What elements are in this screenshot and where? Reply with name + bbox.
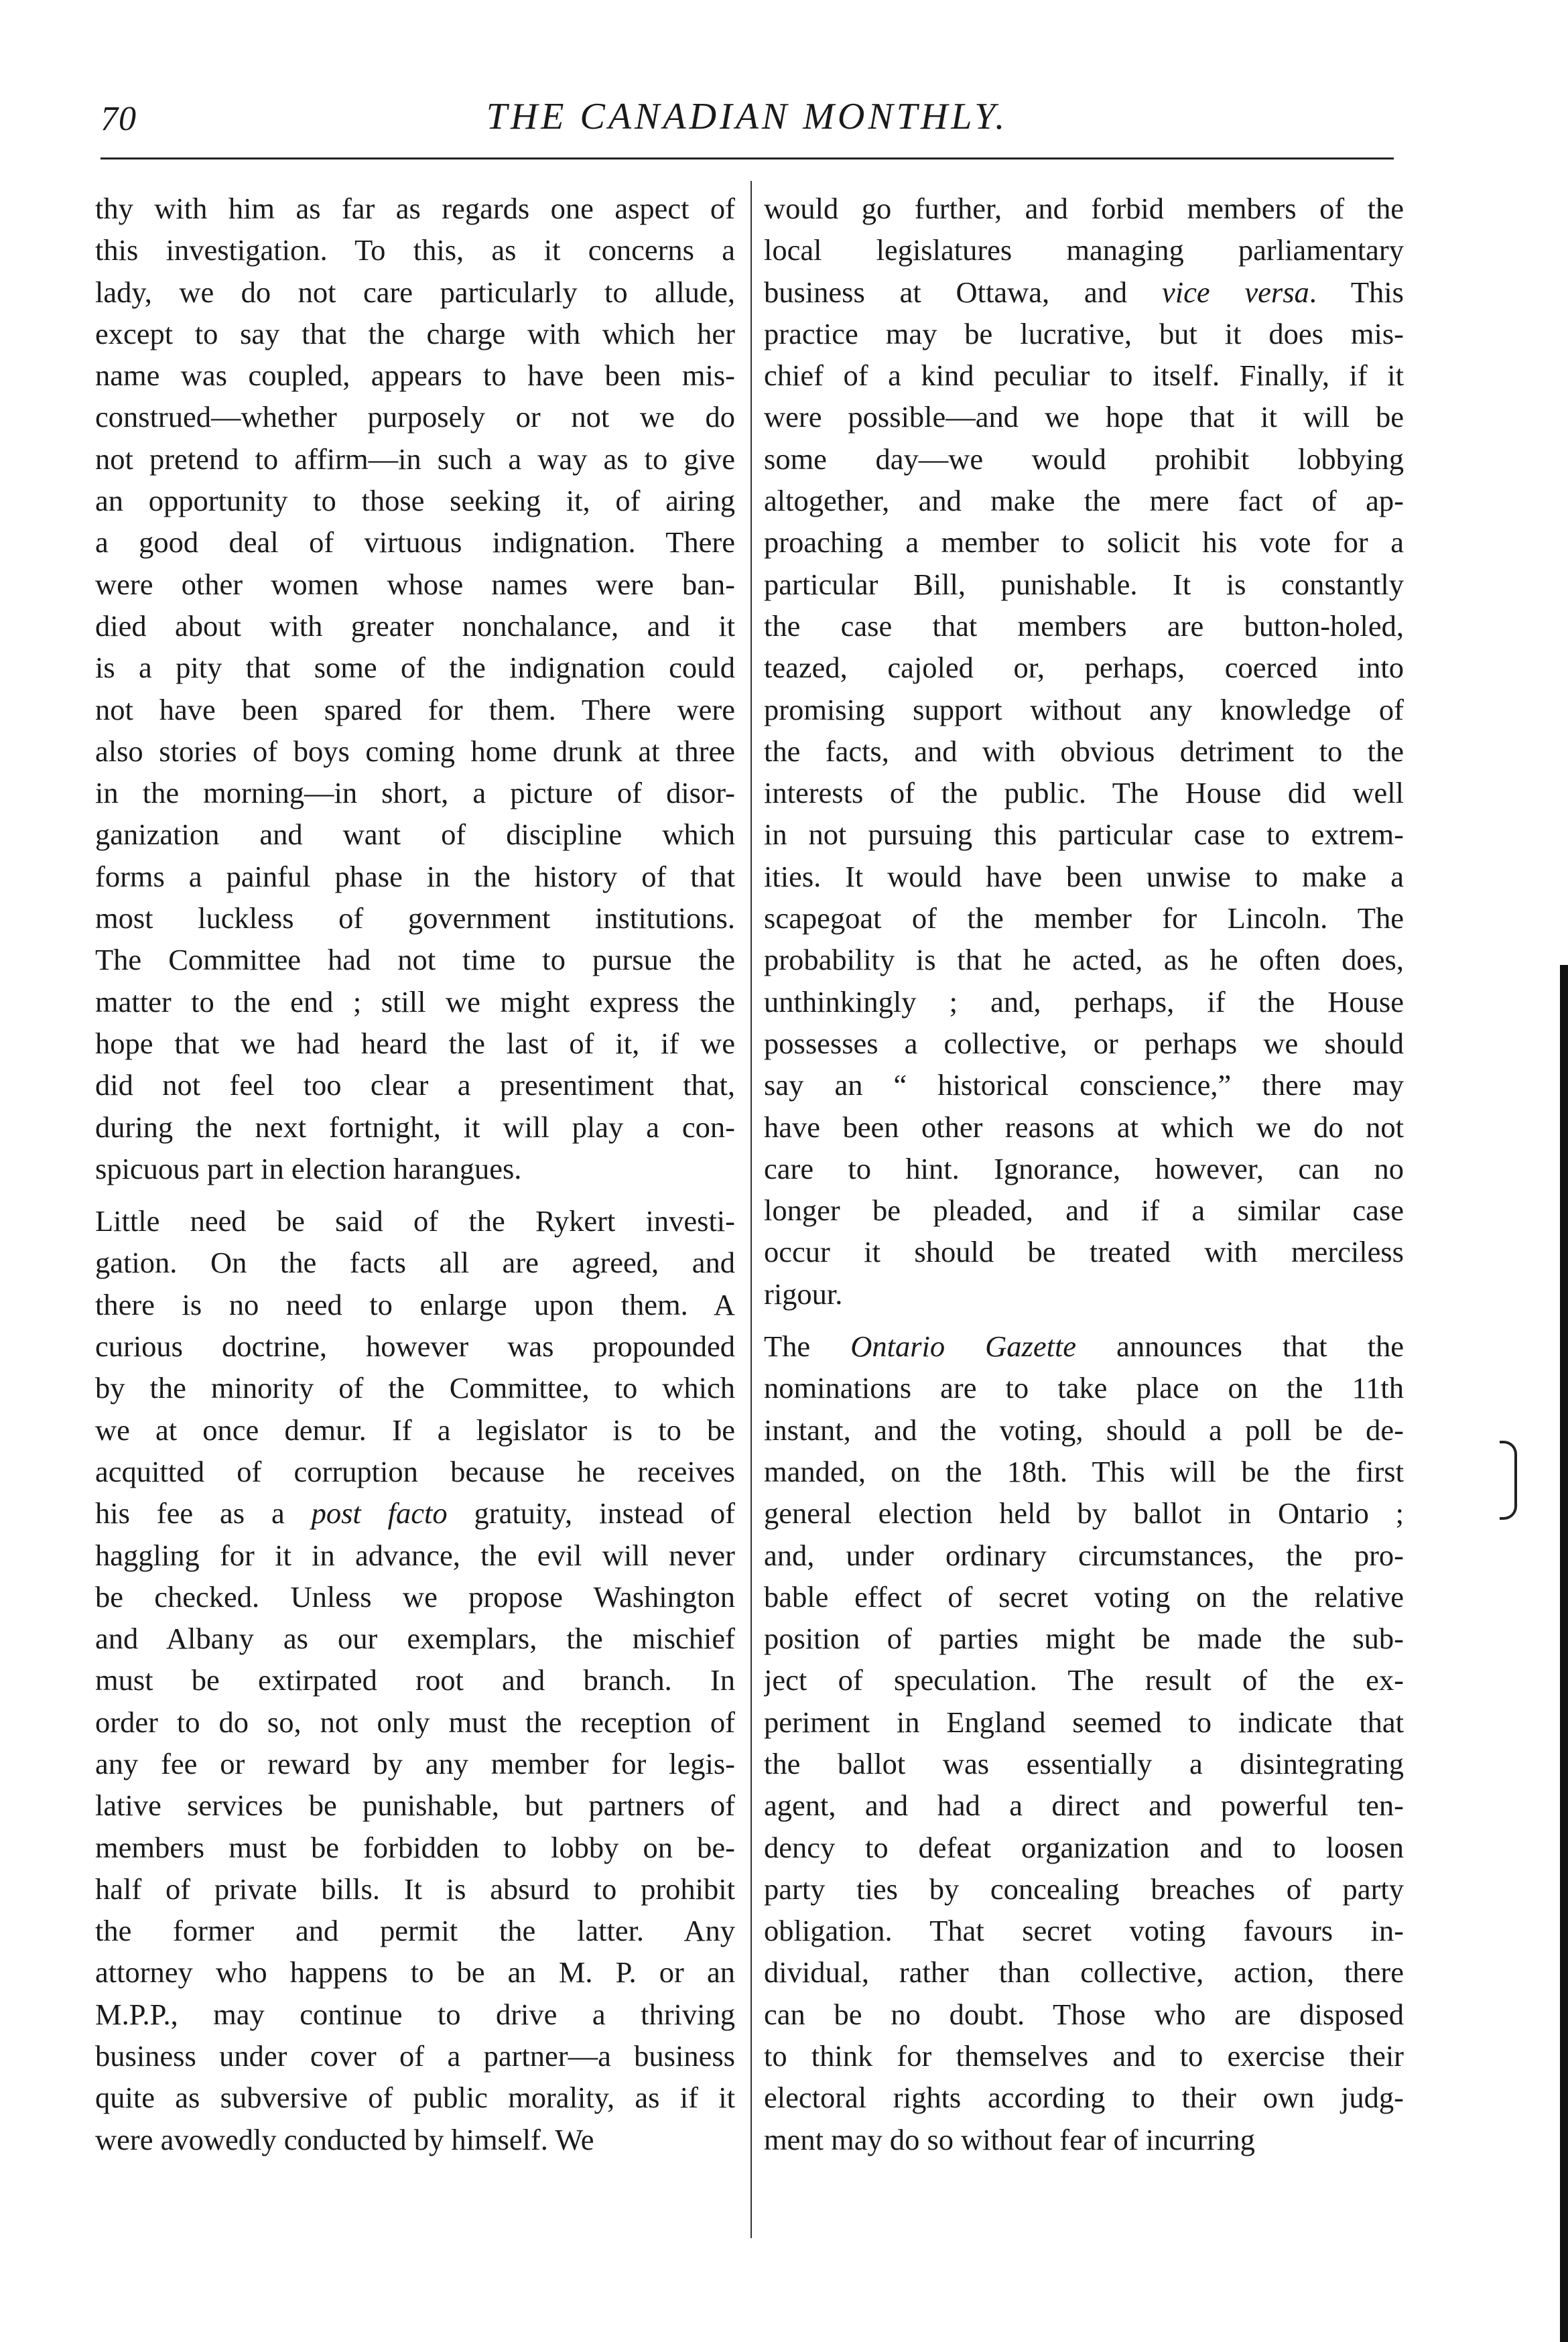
text-line: instant, and the voting, should a poll be de- <box>764 1413 1404 1447</box>
text-line: an opportunity to those seeking it, of airing <box>95 484 735 518</box>
text-line: nominations are to take place on the 11th <box>764 1371 1404 1405</box>
page-header <box>101 86 1394 146</box>
text-line: say an “ historical conscience,” there may <box>764 1068 1404 1102</box>
text-line: the former and permit the latter. Any <box>95 1914 735 1948</box>
text-line: would go further, and forbid members of the <box>764 192 1404 225</box>
text-line: dency to defeat organization and to loosen <box>764 1830 1404 1864</box>
text-line: business at Ottawa, and vice versa. This <box>764 275 1404 309</box>
text-line: The Committee had not time to pursue the <box>95 943 735 977</box>
text-line: quite as subversive of public morality, as if it <box>95 2081 735 2115</box>
text-line: matter to the end ; still we might express the <box>95 984 735 1019</box>
page-number: 70 <box>101 100 137 138</box>
text-line: particular Bill, punishable. It is constantly <box>764 567 1404 601</box>
text-line: agent, and had a direct and powerful ten- <box>764 1788 1404 1823</box>
text-line: ment may do so without fear of incurring <box>764 2122 1255 2156</box>
text-line: local legislatures managing parliamentary <box>764 233 1404 267</box>
text-line: also stories of boys coming home drunk at three <box>95 734 735 768</box>
text-line: died about with greater nonchalance, and it <box>95 608 735 643</box>
text-line: by the minority of the Committee, to which <box>95 1371 735 1405</box>
text-line: ganization and want of discipline which <box>95 818 735 852</box>
text-line: party ties by concealing breaches of party <box>764 1872 1404 1906</box>
text-line: the case that members are button-holed, <box>764 608 1404 643</box>
text-line: periment in England seemed to indicate that <box>764 1705 1404 1739</box>
text-line: is a pity that some of the indignation could <box>95 651 735 685</box>
text-line: hope that we had heard the last of it, if we <box>95 1026 735 1060</box>
text-line: practice may be lucrative, but it does mis- <box>764 316 1404 350</box>
text-line: thy with him as far as regards one aspect of <box>95 192 735 225</box>
text-line: probability is that he acted, as he often does, <box>764 943 1404 977</box>
text-line: M.P.P., may continue to drive a thriving <box>95 1997 735 2031</box>
text-line: not pretend to affirm—in such a way as to give <box>95 442 735 476</box>
running-title: THE CANADIAN MONTHLY. <box>486 96 1008 137</box>
text-line: attorney who happens to be an M. P. or an <box>95 1955 735 1990</box>
text-line: half of private bills. It is absurd to prohibit <box>95 1872 735 1906</box>
scan-edge-shadow <box>1560 965 1568 2342</box>
text-line: position of parties might be made the sub- <box>764 1622 1404 1656</box>
text-line: The Ontario Gazette announces that the <box>764 1329 1404 1364</box>
text-line: curious doctrine, however was propounded <box>95 1329 735 1364</box>
text-line: have been other reasons at which we do not <box>764 1110 1404 1144</box>
paragraph <box>95 1200 735 2160</box>
text-line: order to do so, not only must the reception of <box>95 1705 735 1739</box>
paragraph <box>764 188 1404 1315</box>
text-line: not have been spared for them. There were <box>95 692 735 726</box>
text-line: possesses a collective, or perhaps we should <box>764 1026 1404 1060</box>
text-line: dividual, rather than collective, action, there <box>764 1955 1404 1990</box>
text-line: and Albany as our exemplars, the mischief <box>95 1622 735 1656</box>
text-line: obligation. That secret voting favours in- <box>764 1914 1404 1948</box>
text-line: business under cover of a partner—a business <box>95 2039 735 2073</box>
text-line: in the morning—in short, a picture of disor- <box>95 776 735 810</box>
binding-mark <box>1500 1441 1517 1520</box>
left-column <box>95 188 735 2160</box>
header-rule <box>101 157 1394 159</box>
text-line: gation. On the facts all are agreed, and <box>95 1246 735 1280</box>
text-line: longer be pleaded, and if a similar case <box>764 1193 1404 1228</box>
paragraph-gap <box>764 1315 1404 1325</box>
text-line: chief of a kind peculiar to itself. Finally, if it <box>764 359 1404 393</box>
text-line: general election held by ballot in Ontario ; <box>764 1496 1404 1531</box>
text-line: a good deal of virtuous indignation. There <box>95 525 735 560</box>
text-line: teazed, cajoled or, perhaps, coerced into <box>764 651 1404 685</box>
text-line: most luckless of government institutions. <box>95 901 735 935</box>
paragraph <box>764 1325 1404 2160</box>
text-line: ities. It would have been unwise to make a <box>764 859 1404 893</box>
text-line: during the next fortnight, it will play a con- <box>95 1110 735 1144</box>
text-line: be checked. Unless we propose Washington <box>95 1579 735 1614</box>
text-line: his fee as a post facto gratuity, instead of <box>95 1496 735 1531</box>
text-line: proaching a member to solicit his vote for a <box>764 525 1404 560</box>
italic-phrase: Ontario Gazette <box>850 1329 1077 1364</box>
text-line: any fee or reward by any member for legis- <box>95 1746 735 1780</box>
text-line: were possible—and we hope that it will be <box>764 400 1404 434</box>
text-line: can be no doubt. Those who are disposed <box>764 1997 1404 2031</box>
text-line: haggling for it in advance, the evil will never <box>95 1538 735 1572</box>
italic-phrase: post facto <box>311 1496 448 1531</box>
paragraph <box>95 188 735 1189</box>
text-line: must be extirpated root and branch. In <box>95 1663 735 1697</box>
paragraph-gap <box>95 1189 735 1200</box>
column-divider <box>750 181 752 2238</box>
text-line: electoral rights according to their own judg- <box>764 2081 1404 2115</box>
text-line: this investigation. To this, as it concerns a <box>95 233 735 267</box>
text-line: promising support without any knowledge of <box>764 692 1404 726</box>
text-line: forms a painful phase in the history of that <box>95 859 735 893</box>
text-line: scapegoat of the member for Lincoln. The <box>764 901 1404 935</box>
text-line: lady, we do not care particularly to allude, <box>95 275 735 309</box>
text-line: manded, on the 18th. This will be the first <box>764 1454 1404 1488</box>
text-line: interests of the public. The House did well <box>764 776 1404 810</box>
text-line: to think for themselves and to exercise their <box>764 2039 1404 2073</box>
text-line: occur it should be treated with merciless <box>764 1235 1404 1269</box>
text-line: lative services be punishable, but partners of <box>95 1788 735 1823</box>
text-line: there is no need to enlarge upon them. A <box>95 1287 735 1321</box>
text-line: we at once demur. If a legislator is to be <box>95 1413 735 1447</box>
text-line: were avowedly conducted by himself. We <box>95 2122 594 2156</box>
text-line: except to say that the charge with which her <box>95 316 735 350</box>
text-line: construed—whether purposely or not we do <box>95 400 735 434</box>
text-line: name was coupled, appears to have been mis- <box>95 359 735 393</box>
text-line: members must be forbidden to lobby on be- <box>95 1830 735 1864</box>
text-line: altogether, and make the mere fact of ap- <box>764 484 1404 518</box>
text-line: some day—we would prohibit lobbying <box>764 442 1404 476</box>
text-line: did not feel too clear a presentiment that, <box>95 1068 735 1102</box>
text-line: the facts, and with obvious detriment to the <box>764 734 1404 768</box>
text-line: and, under ordinary circumstances, the pro- <box>764 1538 1404 1572</box>
italic-phrase: vice versa <box>1161 275 1309 309</box>
text-line: the ballot was essentially a disintegrating <box>764 1746 1404 1780</box>
text-line: bable effect of secret voting on the relative <box>764 1579 1404 1614</box>
text-line: Little need be said of the Rykert investi- <box>95 1204 735 1238</box>
text-line: care to hint. Ignorance, however, can no <box>764 1151 1404 1185</box>
text-line: acquitted of corruption because he receives <box>95 1454 735 1488</box>
text-line: unthinkingly ; and, perhaps, if the House <box>764 984 1404 1019</box>
text-line: ject of speculation. The result of the ex- <box>764 1663 1404 1697</box>
text-line: in not pursuing this particular case to extrem- <box>764 818 1404 852</box>
text-line: were other women whose names were ban- <box>95 567 735 601</box>
right-column <box>764 188 1404 2160</box>
text-line: rigour. <box>764 1277 843 1311</box>
text-line: spicuous part in election harangues. <box>95 1151 522 1185</box>
